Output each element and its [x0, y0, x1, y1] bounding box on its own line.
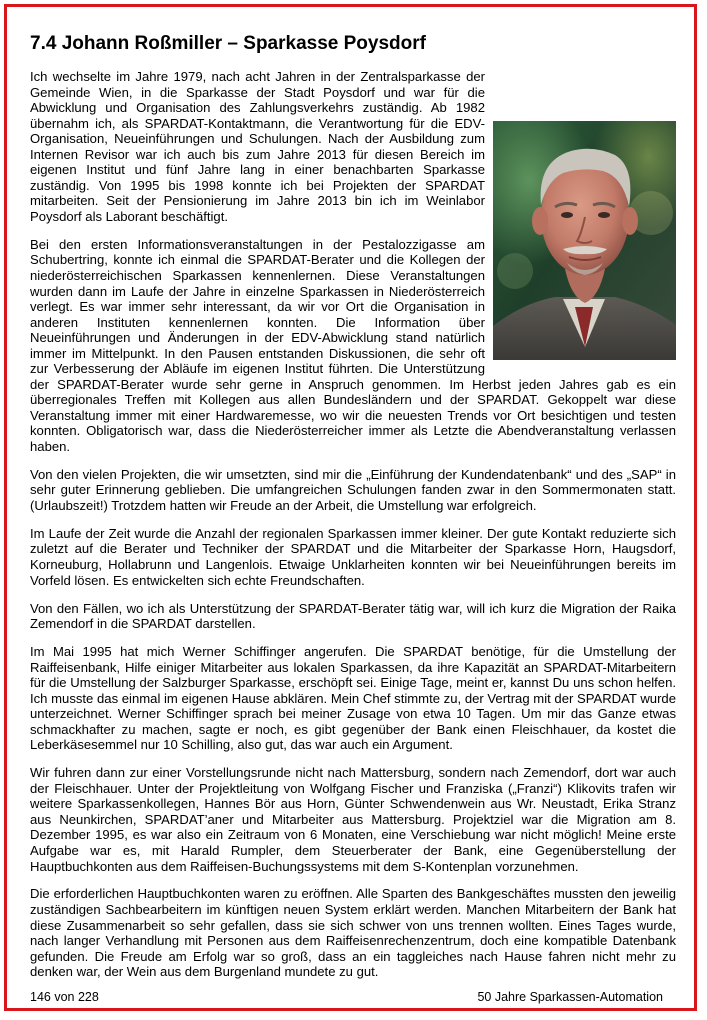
- paragraph: Bei den ersten Informationsveranstaltungen in der Pestalozzigasse am Schubertring, konnte ich einmal die SPARDAT-Berater und die Kollegen der niederösterreichischen Sparkassen kennenlernen. Diese Veranstaltungen wurden dann im Laufe der Jahre in einzelne Sparkassen in Niederösterreich verlegt. Es war immer sehr interessant, da wir vor Ort die Organisation in anderen Instituten kennenlernen konnten. Die Information über Neueinführungen und Änderungen in der EDV-Abwicklung stand natürlich immer im Mittelpunkt. In den Pausen entstanden Diskussionen, die sehr oft zur Verbesserung der Abläufe im eigenen Institut führten. Die Unterstützung der SPARDAT-Berater wurde sehr gerne in Anspruch genommen. Im Herbst jeden Jahres gab es ein überregionales Treffen mit Kollegen aus allen Bundesländern und der SPARDAT. Gekoppelt war diese Veranstaltung immer mit einer Hardwaremesse, wo wir die neuesten Trends vor Ort besichtigen und testen konnten. Obligatorisch war, dass die Niederösterreicher immer als Letzte die Abendveranstaltung verlassen haben.: [30, 236, 676, 454]
- footer-page-number: 146 von 228: [30, 990, 99, 1004]
- paragraph: Im Laufe der Zeit wurde die Anzahl der regionalen Sparkassen immer kleiner. Der gute Kontakt reduzierte sich zuletzt auf die Berater und Techniker der SPARDAT und die Mitarbeiter der Sparkasse Horn, Haugsdorf, Korneuburg, Hollabrunn und Langenlois. Etwaige Unklarheiten konnten wir bei Neueinführungen bereits im Vorfeld lösen. Es entwickelten sich echte Freundschaften.: [30, 525, 676, 588]
- article-body: [30, 69, 676, 992]
- paragraph: [30, 69, 676, 224]
- paragraph: Von den vielen Projekten, die wir umsetzten, sind mir die „Einführung der Kundendatenbank“ und des „SAP“ in sehr guter Erinnerung geblieben. Die umfangreichen Schulungen fanden zwar in den Sommermonaten statt. (Urlaubszeit!) Trotzdem hatten wir Freude an der Arbeit, die Umstellung war erfolgreich.: [30, 466, 676, 513]
- footer-book-title: 50 Jahre Sparkassen-Automation: [477, 990, 663, 1004]
- paragraph: Im Mai 1995 hat mich Werner Schiffinger angerufen. Die SPARDAT benötige, für die Umstellung der Raiffeisenbank, Hilfe einiger Mitarbeiter aus lokalen Sparkassen, da ihre Kapazität an SPARDAT-Mitarbeitern für die Umstellung der Salzburger Sparkasse, erschöpft sei. Einige Tage, meint er, kannst Du uns schon helfen. Ich musste das einmal im eigenen Hause abklären. Mein Chef stimmte zu, der Vertrag mit der SPARDAT wurde unterzeichnet. Werner Schiffinger sprach bei meiner Zusage von etwa 10 Tagen. Um mir das Ganze etwas schmackhafter zu machen, sagte er noch, es gibt gegenüber der Bank einen Fleischhauer, da kostet die Leberkäsesemmel nur 10 Schilling, also gut, das war auch ein Argument.: [30, 644, 676, 753]
- portrait-photo: [493, 121, 676, 360]
- section-heading: 7.4 Johann Roßmiller – Sparkasse Poysdorf: [30, 33, 426, 54]
- paragraph: Wir fuhren dann zur einer Vorstellungsrunde nicht nach Mattersburg, sondern nach Zemendorf, dort war auch der Fleischhauer. Unter der Projektleitung von Wolfgang Fischer und Franziska („Franzi“) Klikovits trafen wir weitere Sparkassenkollegen, Hannes Bör aus Horn, Günter Schwendenwein aus Wr. Neustadt, Erika Stranz aus Neunkirchen, SPARDAT’aner und Mitarbeiter aus Mattersburg. Projektziel war die Migration am 8. Dezember 1995, es war also ein Zeitraum von 6 Monaten, eine Verschiebung war nicht möglich! Meine erste Aufgabe war es, mit Harald Rumpler, dem Steuerberater der Bank, eine Gegenüberstellung der Hauptbuchkonten aus dem Raiffeisen-Buchungssystems mit dem S-Kontenplan vorzunehmen.: [30, 765, 676, 874]
- document-page: [4, 4, 697, 1011]
- paragraph: Von den Fällen, wo ich als Unterstützung der SPARDAT-Berater tätig war, will ich kurz die Migration der Raika Zemendorf in die SPARDAT darstellen.: [30, 600, 676, 632]
- paragraph: Die erforderlichen Hauptbuchkonten waren zu eröffnen. Alle Sparten des Bankgeschäftes mussten den jeweilig zuständigen Sachbearbeitern im künftigen neuen System erklärt werden. Manchen Mitarbeitern der Bank hat diese Zusammenarbeit so sehr gefallen, dass sie sich schwer von uns trennen wollten. Eines Tages wurde, nach langer Verhandlung mit Personen aus dem Raiffeisenrechenzentrum, doch eine kompatible Datenbank gefunden. Die Freude am Erfolg war so groß, dass an ein taggleiches nach Hause fahren nicht mehr zu denken war, der Wein aus dem Burgenland mundete zu gut.: [30, 886, 676, 980]
- paragraph-text: Ich wechselte im Jahre 1979, nach acht Jahren in der Zentralsparkasse der Gemeinde Wien, in die Sparkasse der Stadt Poysdorf und war für die Abwicklung und Organisation des Zahlungsverkehrs zuständig. Ab 1982 übernahm ich, als SPARDAT-Kontaktmann, die Verantwortung für die EDV-Organisation, Neueinführungen und Schulungen. Nach der Ausbildung zum Internen Revisor war ich auch bis zum Jahre 2013 für diesen Bereich im eigenen Institut und fünf Jahre lang in einer benachbarten Sparkasse zuständig. Von 1995 bis 1998 konnte ich bei Projekten der SPARDAT mitarbeiten. Seit der Pensionierung im Jahre 2013 bin ich im Weinlabor Poysdorf als Laborant beschäftigt.: [30, 69, 485, 224]
